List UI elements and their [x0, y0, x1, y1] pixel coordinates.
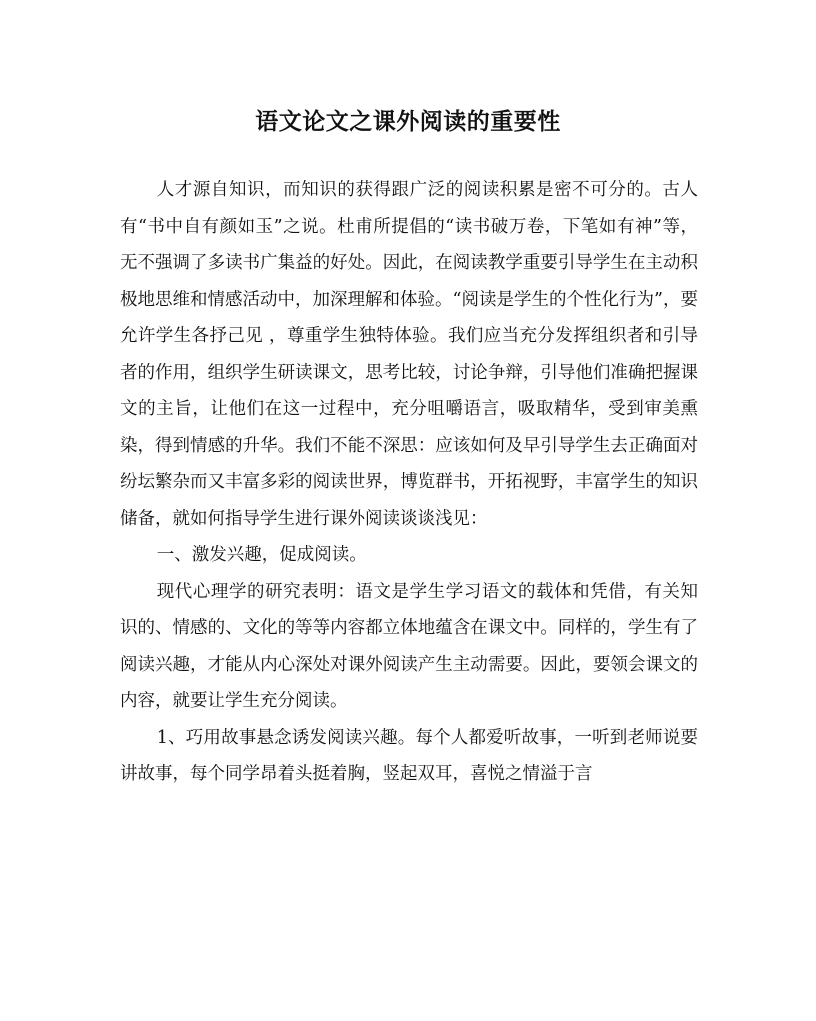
document-title: 语文论文之课外阅读的重要性 [255, 108, 561, 135]
paragraph-intro: 人才源自知识，而知识的获得跟广泛的阅读积累是密不可分的。古人有“书中自有颜如玉”之说。杜甫所提倡的“读书破万卷，下笔如有神”等，无不强调了多读书广集益的好处。因此，在阅读教学重要引导学生在主动积极地思维和情感活动中，加深理解和体验。“阅读是学生的个性化行为”，要允许学生各抒己见 ，尊重学生独特体验。我们应当充分发挥组织者和引导者的作用，组织学生研读课文，思考比较，讨论争辩，引导他们准确把握课文的主旨，让他们在这一过程中，充分咀嚼语言，吸取精华，受到审美熏染，得到情感的升华。我们不能不深思：应该如何及早引导学生去正确面对纷坛繁杂而又丰富多彩的阅读世界，博览群书，开拓视野，丰富学生的知识储备，就如何指导学生进行课外阅读谈谈浅见： [120, 180, 698, 529]
paragraph-heading-1: 一、激发兴趣，促成阅读。 [156, 545, 367, 565]
paragraph-story-suspense: 1、巧用故事悬念诱发阅读兴趣。每个人都爱听故事，一听到老师说要讲故事，每个同学昂着头挺着胸，竖起双耳，喜悦之情溢于言 [120, 727, 698, 784]
document-body [120, 172, 698, 793]
paragraph-psychology: 现代心理学的研究表明：语文是学生学习语文的载体和凭借，有关知识的、情感的、文化的等等内容都立体地蕴含在课文中。同样的，学生有了阅读兴趣，才能从内心深处对课外阅读产生主动需要。因此，要领会课文的内容，就要让学生充分阅读。 [120, 581, 698, 711]
